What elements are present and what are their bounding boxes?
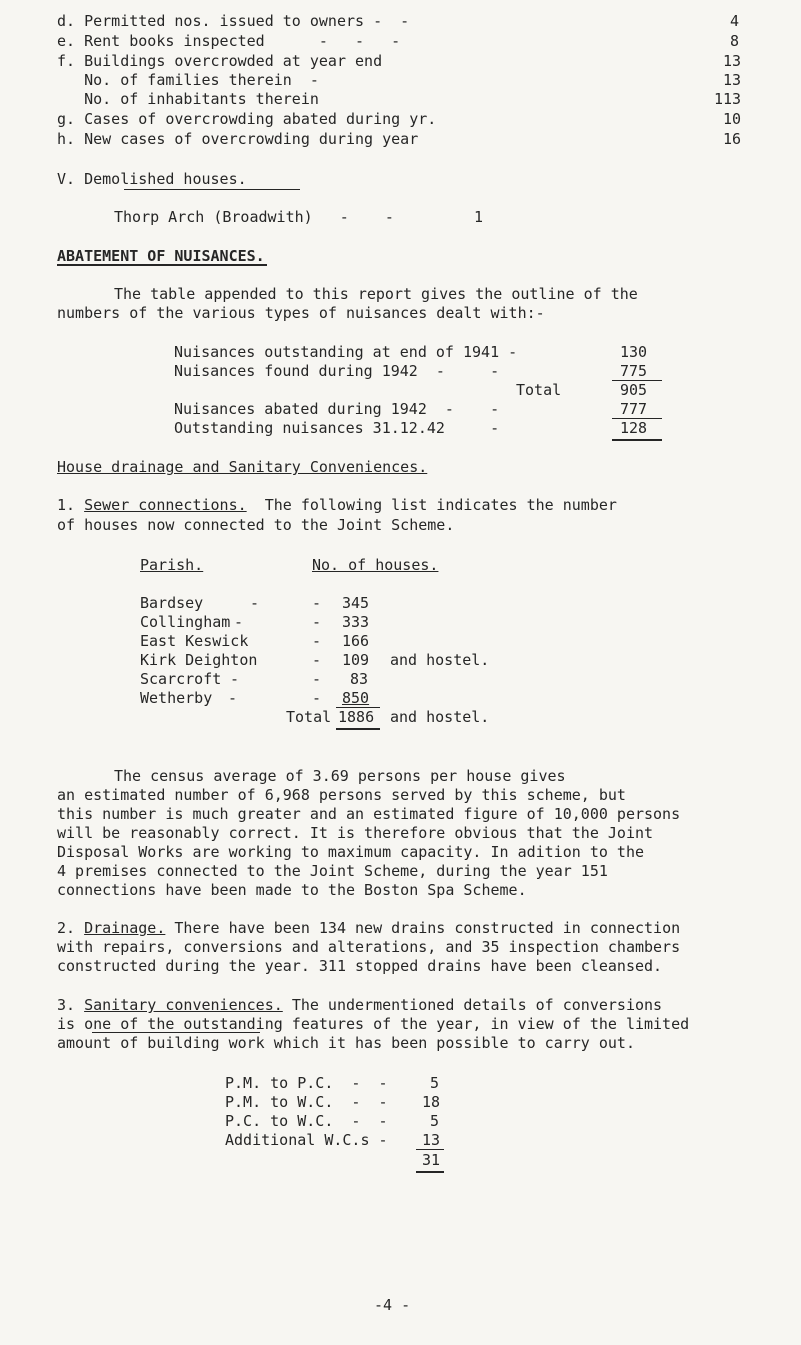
- census-line-1: The census average of 3.69 persons per house gives: [114, 767, 566, 785]
- parish-dash-2: -: [312, 613, 322, 631]
- demolished-heading: V. Demolished houses.: [57, 170, 247, 188]
- parish-name: Wetherby: [140, 689, 213, 707]
- drainage-line-1: There have been 134 new drains constructed in connection: [174, 919, 681, 937]
- parish-name: Kirk Deighton: [140, 651, 258, 669]
- parish-dash: -: [312, 632, 322, 650]
- parish-name: Collingham: [140, 613, 231, 631]
- nuisance-value-outstanding-1941: 130: [620, 343, 648, 361]
- parish-name: Scarcroft: [140, 670, 222, 688]
- abatement-intro-1: The table appended to this report gives the outline of the: [114, 285, 638, 303]
- overcrowding-value-inhabitants: 113: [714, 90, 742, 108]
- parish-house-count: 109: [342, 651, 370, 669]
- conversions-total-rule: [416, 1149, 444, 1150]
- conversion-row: P.M. to P.C. - -: [225, 1074, 388, 1092]
- overcrowding-row-families: No. of families therein -: [57, 71, 319, 89]
- conversion-value: 5: [430, 1074, 440, 1092]
- conversion-row: P.C. to W.C. - -: [225, 1112, 388, 1130]
- overcrowding-value-e: 8: [730, 32, 740, 50]
- parish-house-count: 83: [350, 670, 369, 688]
- abatement-heading-underline: [57, 264, 267, 266]
- parish-house-count: 166: [342, 632, 370, 650]
- conversions-total: 31: [422, 1151, 441, 1169]
- abatement-heading: ABATEMENT OF NUISANCES.: [57, 247, 265, 265]
- sewer-intro-2: of houses now connected to the Joint Scheme.: [57, 516, 455, 534]
- nuisance-value-outstanding-1942: 128: [620, 419, 648, 437]
- house-drainage-heading: House drainage and Sanitary Conveniences.: [57, 458, 428, 476]
- conversion-value: 18: [422, 1093, 441, 1111]
- parish-house-count: 333: [342, 613, 370, 631]
- parish-name: Bardsey: [140, 594, 204, 612]
- parish-dash-2: -: [312, 670, 322, 688]
- conversion-value: 13: [422, 1131, 441, 1149]
- overcrowding-row-f: f. Buildings overcrowded at year end: [57, 52, 383, 70]
- drainage-paragraph-line-1: 2. Drainage. There have been 134 new drains constructed in connection: [57, 919, 681, 937]
- overcrowding-row-e: e. Rent books inspected - - -: [57, 32, 401, 50]
- overcrowding-row-h: h. New cases of overcrowding during year: [57, 130, 419, 148]
- demolished-heading-underline: [124, 189, 300, 190]
- parish-name: East Keswick: [140, 632, 249, 650]
- overcrowding-value-h: 16: [723, 130, 742, 148]
- parish-dash: -: [230, 670, 240, 688]
- parish-total-value: 1886: [338, 708, 375, 726]
- overcrowding-value-families: 13: [723, 71, 742, 89]
- nuisance-row-found-1942: Nuisances found during 1942 - -: [174, 362, 500, 380]
- census-line-4: will be reasonably correct. It is therefore obvious that the Joint: [57, 824, 654, 842]
- overcrowding-value-g: 10: [723, 110, 742, 128]
- parish-total-label: Total: [286, 708, 332, 726]
- sewer-intro-1: The following list indicates the number: [264, 496, 617, 514]
- census-line-6: 4 premises connected to the Joint Scheme, during the year 151: [57, 862, 608, 880]
- census-line-5: Disposal Works are working to maximum capacity. In adition to the: [57, 843, 644, 861]
- abatement-intro-2: numbers of the various types of nuisances dealt with:-: [57, 304, 545, 322]
- outstanding-underline: [92, 1032, 260, 1033]
- nuisance-value-abated-1942: 777: [620, 400, 648, 418]
- houses-column-header: No. of houses.: [312, 556, 439, 574]
- sewer-connections-title: Sewer connections.: [84, 496, 247, 514]
- sanitary-line-2: is one of the outstanding features of the year, in view of the limited: [57, 1015, 690, 1033]
- conversion-row: P.M. to W.C. - -: [225, 1093, 388, 1111]
- nuisance-row-outstanding-1942: Outstanding nuisances 31.12.42 -: [174, 419, 500, 437]
- parish-dash-2: -: [312, 689, 322, 707]
- parish-column-header: Parish.: [140, 556, 204, 574]
- sanitary-line-1: The undermentioned details of conversions: [291, 996, 663, 1014]
- nuisance-final-rule: [612, 439, 662, 441]
- parish-dash: -: [312, 651, 322, 669]
- parish-total-double-rule: [336, 728, 380, 730]
- parish-total-note: and hostel.: [390, 708, 490, 726]
- conversion-row: Additional W.C.s -: [225, 1131, 388, 1149]
- parish-dash: -: [250, 594, 260, 612]
- census-line-3: this number is much greater and an estimated figure of 10,000 persons: [57, 805, 681, 823]
- overcrowding-row-g: g. Cases of overcrowding abated during yr.: [57, 110, 437, 128]
- conversions-total-double-rule: [416, 1171, 444, 1173]
- nuisance-total-value: 905: [620, 381, 648, 399]
- demolished-item: Thorp Arch (Broadwith) - -: [114, 208, 394, 226]
- conversion-value: 5: [430, 1112, 440, 1130]
- nuisance-row-abated-1942: Nuisances abated during 1942 - -: [174, 400, 500, 418]
- parish-dash: -: [228, 689, 238, 707]
- overcrowding-value-d: 4: [730, 12, 740, 30]
- overcrowding-value-f: 13: [723, 52, 742, 70]
- drainage-title: Drainage.: [84, 919, 166, 937]
- census-line-7: connections have been made to the Boston Spa Scheme.: [57, 881, 527, 899]
- page-number: -4 -: [374, 1296, 411, 1314]
- parish-dash-2: -: [312, 594, 322, 612]
- drainage-line-2: with repairs, conversions and alterations, and 35 inspection chambers: [57, 938, 681, 956]
- drainage-line-3: constructed during the year. 311 stopped drains have been cleansed.: [57, 957, 663, 975]
- overcrowding-row-d: d. Permitted nos. issued to owners - -: [57, 12, 410, 30]
- nuisance-total-label: Total: [516, 381, 562, 399]
- sewer-paragraph-line-1: 1. Sewer connections. The following list indicates the number: [57, 496, 617, 514]
- sanitary-title: Sanitary conveniences.: [84, 996, 283, 1014]
- parish-house-count: 345: [342, 594, 370, 612]
- sanitary-line-3: amount of building work which it has been possible to carry out.: [57, 1034, 635, 1052]
- sanitary-paragraph-line-1: 3. Sanitary conveniences. The undermentioned details of conversions: [57, 996, 663, 1014]
- parish-house-count: 850: [342, 689, 370, 707]
- census-line-2: an estimated number of 6,968 persons served by this scheme, but: [57, 786, 626, 804]
- demolished-value: 1: [474, 208, 484, 226]
- nuisance-row-outstanding-1941: Nuisances outstanding at end of 1941 -: [174, 343, 518, 361]
- parish-dash: -: [234, 613, 244, 631]
- parish-note: and hostel.: [390, 651, 490, 669]
- overcrowding-row-inhabitants: No. of inhabitants therein: [57, 90, 319, 108]
- nuisance-value-found-1942: 775: [620, 362, 648, 380]
